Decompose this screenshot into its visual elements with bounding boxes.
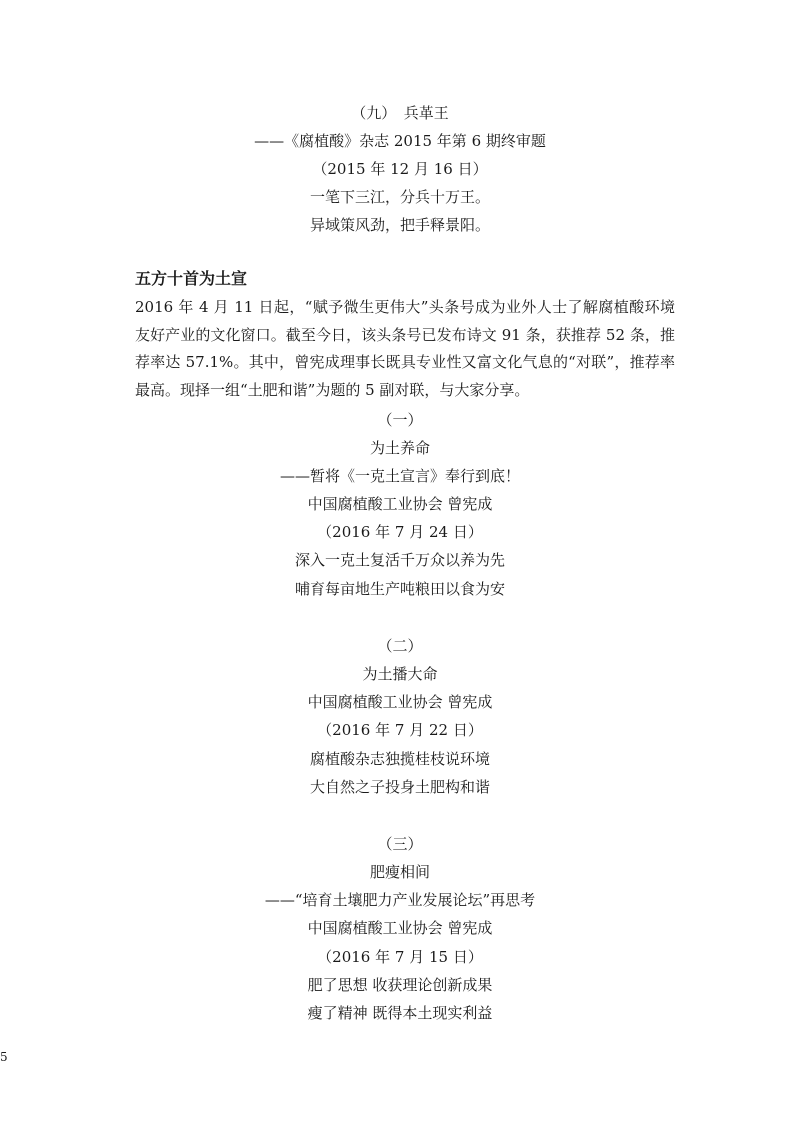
couplet-line: 肥了思想 收获理论创新成果: [307, 976, 493, 994]
couplet-subtitle: ——暂将《一克土宣言》奉行到底！: [279, 467, 520, 485]
poem-line: 异域策风劲，把手释景阳。: [309, 216, 490, 234]
couplet-date: （2016 年 7 月 24 日）: [317, 523, 483, 541]
couplet-line: 深入一克土复活千万众以养为先: [294, 551, 505, 569]
couplet-subtitle: ——“培育土壤肥力产业发展论坛”再思考: [264, 891, 536, 909]
couplet-title: 为土播大命: [362, 665, 438, 683]
couplet-line: 大自然之子投身土肥构和谐: [309, 778, 490, 796]
poem-line: 一笔下三江，分兵十万王。: [309, 188, 490, 206]
couplet-number: （一）: [377, 411, 423, 429]
couplet-title: 肥瘦相间: [369, 863, 430, 881]
couplet-line: 哺育每亩地生产吨粮田以食为安: [294, 580, 505, 598]
poem-date: （2015 年 12 月 16 日）: [312, 160, 488, 178]
section-paragraph: 2016 年 4 月 11 日起，“赋予微生更伟大”头条号成为业外人士了解腐植酸环境友好产业的文化窗口。截至今日，该头条号已发布诗文 91 条，获推荐 52 条，推荐率达 57.1%。其中，曾宪成理事长既具专业性又富文化气息的“对联”，推荐率最高。现择一组“土肥和谐”为题的 5 副对联，与大家分享。: [135, 298, 675, 399]
section-heading: 五方十首为土宣: [135, 269, 248, 288]
couplet-line: 腐植酸杂志独揽桂枝说环境: [309, 750, 490, 768]
couplet-author: 中国腐植酸工业协会 曾宪成: [307, 919, 493, 937]
couplet-line: 瘦了精神 既得本土现实利益: [307, 1004, 493, 1022]
couplet-number: （二）: [377, 637, 423, 655]
page-number: 5: [0, 1050, 8, 1064]
couplet-date: （2016 年 7 月 22 日）: [317, 721, 483, 739]
couplet-number: （三）: [377, 835, 423, 853]
couplet-author: 中国腐植酸工业协会 曾宪成: [307, 693, 493, 711]
poem-subtitle: ——《腐植酸》杂志 2015 年第 6 期终审题: [254, 132, 546, 150]
couplet-title: 为土养命: [369, 439, 430, 457]
couplet-author: 中国腐植酸工业协会 曾宪成: [307, 495, 493, 513]
couplet-date: （2016 年 7 月 15 日）: [317, 948, 483, 966]
poem-title: （九） 兵革王: [351, 104, 449, 122]
